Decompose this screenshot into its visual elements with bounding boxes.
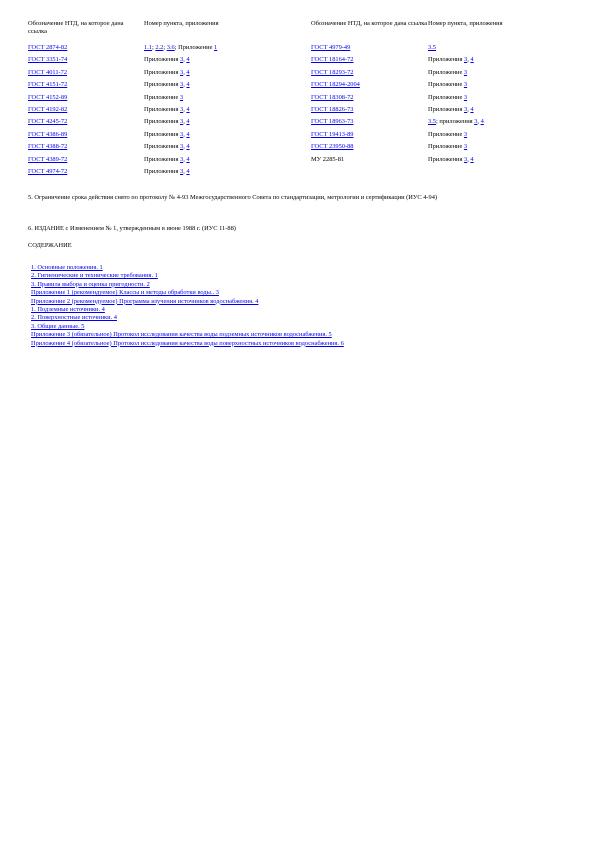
referenced-documents-table xyxy=(28,14,573,180)
table-row xyxy=(28,118,573,130)
toc-item xyxy=(31,306,571,314)
clause-text: ; Приложение xyxy=(174,44,215,51)
clause-text: , xyxy=(183,155,187,163)
clause-link[interactable]: 4 xyxy=(186,56,190,64)
clause-link[interactable]: 4 xyxy=(470,56,474,64)
doc-link[interactable]: ГОСТ 3351-74 xyxy=(28,56,68,64)
clause-cell-left xyxy=(144,131,311,143)
clause-cell-right xyxy=(428,69,573,81)
clause-link[interactable]: 3 xyxy=(463,130,468,138)
clause-link[interactable]: 4 xyxy=(186,143,190,151)
doc-cell-right xyxy=(311,69,428,81)
clause-link[interactable]: 4 xyxy=(186,105,190,113)
clause-cell-right xyxy=(428,56,573,68)
clause-text: Приложения xyxy=(144,155,180,163)
table-row xyxy=(28,56,573,68)
doc-cell-left xyxy=(28,118,144,130)
toc-link[interactable]: 3. Правила выбора и оценка пригодности. 2 xyxy=(31,280,150,288)
clause-text: Приложение xyxy=(144,93,180,101)
doc-cell-left xyxy=(28,69,144,81)
note-6: 6. ИЗДАНИЕ с Изменением № 1, утвержденным в июне 1988 г. (ИУС 11-88) xyxy=(28,225,236,232)
clause-link[interactable]: 4 xyxy=(186,167,190,175)
toc-link[interactable]: Приложение 4 (обязательное) Протокол исследования качества воды поверхностных источников водоснабжения. 6 xyxy=(31,339,344,347)
clause-cell-left xyxy=(144,168,311,180)
toc-link[interactable]: Приложение 3 (обязательное) Протокол исследования качества воды подземных источников водоснабжения. 5 xyxy=(31,331,332,339)
clause-link[interactable]: 4 xyxy=(186,68,190,76)
clause-text: Приложения xyxy=(144,167,180,175)
clause-cell-left xyxy=(144,69,311,81)
clause-text: , xyxy=(183,105,187,113)
doc-cell-left xyxy=(28,106,144,118)
doc-cell-right xyxy=(311,118,428,130)
clause-cell-left xyxy=(144,94,311,106)
clause-link[interactable]: 3 xyxy=(463,143,468,151)
table-row xyxy=(28,81,573,93)
clause-cell-left xyxy=(144,156,311,168)
clause-text: , xyxy=(183,81,187,89)
note-5: 5. Ограничение срока действия снято по протоколу № 4-93 Межгосударственного Совета по стандартизации, метрологии и сертификации (ИУС 4-94) xyxy=(28,194,438,201)
clause-text: Приложения xyxy=(428,56,464,64)
clause-cell-right xyxy=(428,168,573,180)
doc-link[interactable]: ГОСТ 4389-72 xyxy=(28,155,68,163)
doc-cell-right xyxy=(311,143,428,155)
doc-link[interactable]: ГОСТ 4974-72 xyxy=(28,167,68,175)
table-header-row xyxy=(28,14,573,44)
clause-link[interactable]: 3 xyxy=(180,56,184,64)
toc-link[interactable]: 2. Гигиенические и технические требования. 1 xyxy=(31,272,158,280)
doc-cell-left xyxy=(28,56,144,68)
clause-cell-left xyxy=(144,143,311,155)
clause-link[interactable]: 3 xyxy=(180,155,184,163)
clause-text: , xyxy=(183,130,187,138)
clause-link[interactable]: 4 xyxy=(186,155,190,163)
toc-item xyxy=(31,340,571,348)
doc-cell-left xyxy=(28,44,144,56)
clause-link[interactable]: 3 xyxy=(464,105,468,113)
toc-link[interactable]: 2. Поверхностные источники. 4 xyxy=(31,314,117,322)
clause-link[interactable]: 3 xyxy=(180,167,184,175)
clause-text: Приложение xyxy=(428,81,464,89)
doc-link[interactable]: ГОСТ 4386-89 xyxy=(28,130,68,138)
toc-item xyxy=(31,272,571,280)
clause-cell-right xyxy=(428,94,573,106)
clause-text: Приложения xyxy=(144,68,180,76)
clause-cell-left xyxy=(144,81,311,93)
doc-link[interactable]: ГОСТ 4245-72 xyxy=(28,118,68,126)
clause-link[interactable]: 3 xyxy=(180,68,184,76)
doc-cell-right xyxy=(311,94,428,106)
clause-link[interactable]: 3 xyxy=(463,93,468,101)
clause-text: Приложение xyxy=(428,130,464,138)
clause-link[interactable]: 3 xyxy=(474,118,478,126)
header-doc-left: Обозначение НТД, на которое дана ссылка xyxy=(28,20,124,35)
clause-text: ; xyxy=(163,44,167,51)
table-body xyxy=(28,44,573,180)
clause-text: , xyxy=(183,56,187,64)
toc-item xyxy=(31,314,571,322)
clause-link[interactable]: 4 xyxy=(186,81,190,89)
clause-link[interactable]: 3 xyxy=(180,143,184,151)
clause-cell-right xyxy=(428,143,573,155)
clause-cell-left xyxy=(144,44,311,56)
clause-link[interactable]: 4 xyxy=(480,118,484,126)
table-row xyxy=(28,168,573,180)
doc-cell-left xyxy=(28,81,144,93)
clause-text: , xyxy=(467,105,471,113)
clause-text: Приложения xyxy=(144,143,180,151)
clause-text: Приложение xyxy=(428,68,464,76)
doc-link[interactable]: ГОСТ 18164-72 xyxy=(311,56,354,64)
doc-link[interactable]: ГОСТ 19413-89 xyxy=(311,130,354,138)
clause-link[interactable]: 1 xyxy=(214,44,218,51)
doc-link[interactable]: ГОСТ 18293-72 xyxy=(311,68,354,76)
clause-link[interactable]: 3 xyxy=(464,155,468,163)
header-clause-left: Номер пункта, приложения xyxy=(144,20,219,27)
doc-cell-left xyxy=(28,94,144,106)
doc-cell-right xyxy=(311,56,428,68)
doc-link[interactable]: ГОСТ 4192-82 xyxy=(28,105,68,113)
doc-cell-left xyxy=(28,143,144,155)
clause-text: , xyxy=(183,143,187,151)
table-row xyxy=(28,143,573,155)
clause-link[interactable]: 3.6 xyxy=(166,44,175,51)
doc-link[interactable]: ГОСТ 2874-82 xyxy=(28,44,68,51)
clause-link[interactable]: 3 xyxy=(464,56,468,64)
doc-cell-right xyxy=(311,156,428,168)
header-doc-right: Обозначение НТД, на которое дана ссылка xyxy=(311,20,428,27)
doc-link[interactable]: ГОСТ 18826-73 xyxy=(311,105,354,113)
clause-text: , xyxy=(183,167,187,175)
clause-link[interactable]: 3 xyxy=(463,68,468,76)
doc-link[interactable]: ГОСТ 4151-72 xyxy=(28,81,68,89)
doc-link[interactable]: ГОСТ 4152-89 xyxy=(28,93,68,101)
toc-link[interactable]: 1. Подземные источники. 4 xyxy=(31,306,105,314)
table-row xyxy=(28,44,573,56)
clause-link[interactable]: 4 xyxy=(470,105,474,113)
clause-link[interactable]: 3 xyxy=(463,81,468,89)
toc-item xyxy=(31,264,571,272)
clause-link[interactable]: 1.1 xyxy=(144,44,152,51)
clause-cell-right xyxy=(428,156,573,168)
clause-cell-left xyxy=(144,106,311,118)
table-row xyxy=(28,156,573,168)
table-row xyxy=(28,106,573,118)
clause-cell-left xyxy=(144,118,311,130)
doc-link[interactable]: ГОСТ 4979-49 xyxy=(311,44,351,51)
doc-link[interactable]: ГОСТ 23950-88 xyxy=(311,143,354,151)
clause-text: Приложения xyxy=(144,105,180,113)
toc-title: СОДЕРЖАНИЕ xyxy=(28,242,72,249)
doc-cell-right xyxy=(311,81,428,93)
toc-item xyxy=(31,331,571,339)
clause-link[interactable]: 3 xyxy=(180,130,184,138)
clause-cell-right xyxy=(428,131,573,143)
header-clause-right: Номер пункта, приложения xyxy=(428,20,503,27)
clause-text: , xyxy=(477,118,481,126)
clause-link[interactable]: 3 xyxy=(179,93,184,101)
clause-text: , xyxy=(183,68,187,76)
clause-link[interactable]: 3 xyxy=(180,81,184,89)
clause-cell-right xyxy=(428,81,573,93)
toc-link[interactable]: Приложение 2 (рекомендуемое) Программа изучения источников водоснабжения. 4 xyxy=(31,297,259,305)
clause-text: , xyxy=(467,56,471,64)
clause-link[interactable]: 4 xyxy=(470,155,474,163)
doc-cell-left xyxy=(28,156,144,168)
clause-cell-right xyxy=(428,44,573,56)
clause-text: Приложения xyxy=(144,56,180,64)
doc-cell-right xyxy=(311,106,428,118)
clause-text: Приложения xyxy=(144,130,180,138)
clause-link[interactable]: 2.2 xyxy=(155,44,164,51)
toc-item xyxy=(31,323,571,331)
doc-cell-left xyxy=(28,131,144,143)
doc-cell-right xyxy=(311,168,428,180)
clause-text: Приложение xyxy=(428,93,464,101)
clause-link[interactable]: 3.5 xyxy=(428,44,436,51)
clause-text: , xyxy=(467,155,471,163)
doc-text: МУ 2285-81 xyxy=(311,155,345,163)
clause-text: Приложения xyxy=(428,155,464,163)
toc-link[interactable]: 1. Основные положения. 1 xyxy=(31,264,103,271)
toc-link[interactable]: 3. Общие данные. 5 xyxy=(31,322,85,330)
clause-text: Приложения xyxy=(144,81,180,89)
toc-item xyxy=(31,289,571,297)
toc-link[interactable]: Приложение 1 (рекомендуемое) Классы и методы обработки воды.. 3 xyxy=(31,289,219,297)
clause-cell-right xyxy=(428,106,573,118)
table-row xyxy=(28,69,573,81)
clause-text: Приложения xyxy=(428,105,464,113)
toc-item xyxy=(31,298,571,306)
doc-cell-right xyxy=(311,131,428,143)
clause-cell-left xyxy=(144,56,311,68)
doc-link[interactable]: ГОСТ 18294-2004 xyxy=(311,81,360,89)
clause-link[interactable]: 3 xyxy=(180,105,184,113)
doc-link[interactable]: ГОСТ 18308-72 xyxy=(311,93,354,101)
doc-link[interactable]: ГОСТ 4388-72 xyxy=(28,143,68,151)
toc-item xyxy=(31,281,571,289)
clause-text: ; xyxy=(152,44,156,51)
table-row xyxy=(28,131,573,143)
clause-text: Приложение xyxy=(428,143,464,151)
doc-link[interactable]: ГОСТ 4011-72 xyxy=(28,68,68,76)
clause-link[interactable]: 3 xyxy=(180,118,184,126)
doc-cell-left xyxy=(28,168,144,180)
clause-cell-right xyxy=(428,118,573,130)
doc-link[interactable]: ГОСТ 18963-73 xyxy=(311,118,354,126)
clause-text: ; приложения xyxy=(436,118,475,126)
table-of-contents xyxy=(31,264,571,348)
doc-cell-right xyxy=(311,44,428,56)
table-row xyxy=(28,94,573,106)
clause-link[interactable]: 3.5 xyxy=(428,118,436,126)
clause-text: , xyxy=(183,118,187,126)
clause-link[interactable]: 4 xyxy=(186,118,190,126)
clause-text: Приложения xyxy=(144,118,180,126)
clause-link[interactable]: 4 xyxy=(186,130,190,138)
